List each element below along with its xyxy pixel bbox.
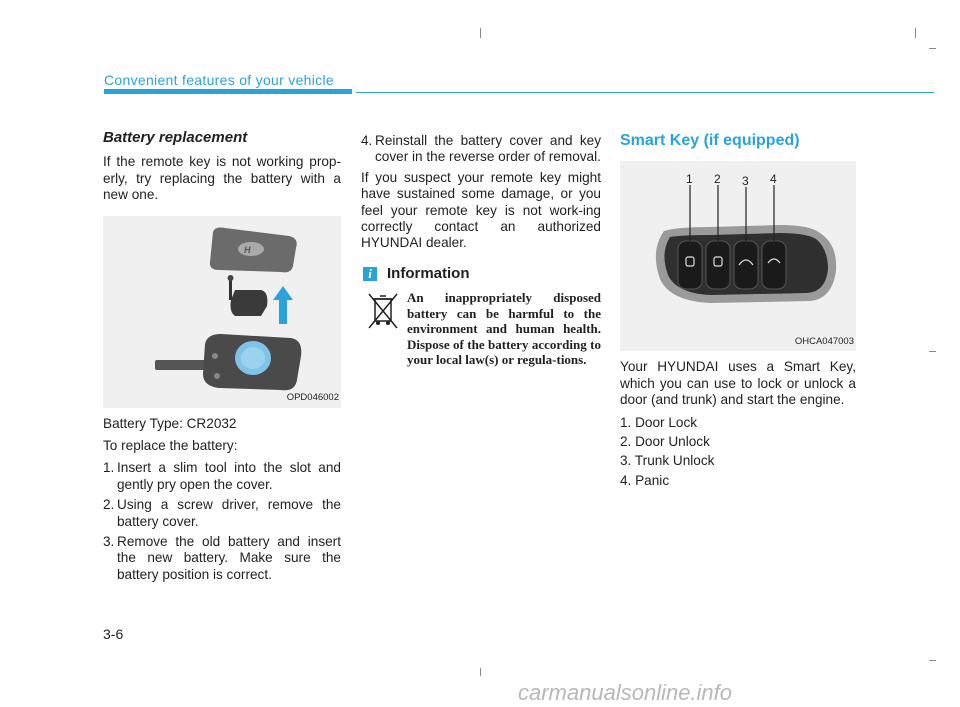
list-item (103, 497, 341, 530)
information-title: Information (387, 264, 470, 282)
list-item-number: 1. (103, 460, 115, 476)
crossed-out-bin-icon (361, 292, 407, 332)
list-item: 2. Door Unlock (620, 434, 710, 450)
watermark: carmanualsonline.info (518, 680, 733, 705)
list-item (103, 460, 341, 493)
callout-number: 3 (742, 174, 749, 189)
crop-mark (480, 668, 481, 676)
section-title: Convenient features of your vehicle (104, 72, 334, 88)
list-item-text: Insert a slim tool into the slot and gently pry open the cover. (117, 460, 341, 492)
crop-mark (929, 660, 936, 661)
list-item (361, 133, 601, 166)
list-item-text: Using a screw driver, remove the battery cover. (117, 497, 341, 529)
middle-column (361, 133, 601, 368)
smart-key-figure (620, 161, 856, 351)
list-item-number: 3. (103, 534, 115, 550)
battery-type: Battery Type: CR2032 (103, 415, 237, 431)
battery-replacement-heading: Battery replacement (103, 129, 248, 146)
to-replace-label: To replace the battery: (103, 438, 238, 454)
page-number: 3-6 (103, 626, 124, 642)
smart-key-illustration (620, 161, 856, 351)
callout-number: 1 (686, 172, 693, 187)
svg-text:H: H (244, 244, 251, 255)
smart-key-heading: Smart Key (if equipped) (620, 132, 800, 149)
list-item: 4. Panic (620, 472, 670, 488)
damage-paragraph: If you suspect your remote key might have sustained some damage, or you feel your remote key is not work-ing correctly contact an authorized HYUNDAI dealer. (361, 169, 601, 251)
header-accent-bar (104, 89, 352, 94)
remote-key-battery-figure (103, 216, 341, 408)
information-text: An inappropriately disposed battery can be harmful to the environment and human health. Dispose of the battery according to your local law(s) or regula-tions. (407, 290, 601, 368)
header-rule (356, 92, 934, 93)
intro-paragraph: If the remote key is not working prop-erly, try replacing the battery with a new one. (103, 154, 341, 203)
list-item-text: Reinstall the battery cover and key cover in the reverse order of removal. (375, 133, 601, 165)
right-column (620, 133, 856, 492)
remote-key-illustration (103, 216, 341, 408)
crop-mark (929, 351, 936, 352)
left-column (103, 130, 341, 587)
callout-number: 2 (714, 172, 721, 187)
crop-mark (480, 28, 481, 38)
information-icon: i (363, 267, 377, 281)
list-item (103, 534, 341, 583)
list-item: 3. Trunk Unlock (620, 453, 715, 469)
figure-code: OPD046002 (286, 392, 339, 404)
information-body (361, 290, 601, 368)
callout-number: 4 (770, 172, 777, 187)
list-item-text: Remove the old battery and insert the new battery. Make sure the battery position is correct. (117, 534, 341, 582)
smart-key-description: Your HYUNDAI uses a Smart Key, which you can use to lock or unlock a door (and trunk) and start the engine. (620, 359, 856, 408)
figure-code: OHCA047003 (794, 336, 854, 347)
list-item-number: 2. (103, 497, 115, 513)
list-item-number: 4. (361, 133, 373, 148)
crop-mark (929, 48, 936, 49)
crop-mark (915, 28, 916, 38)
list-item: 1. Door Lock (620, 414, 698, 430)
information-heading (363, 266, 601, 282)
